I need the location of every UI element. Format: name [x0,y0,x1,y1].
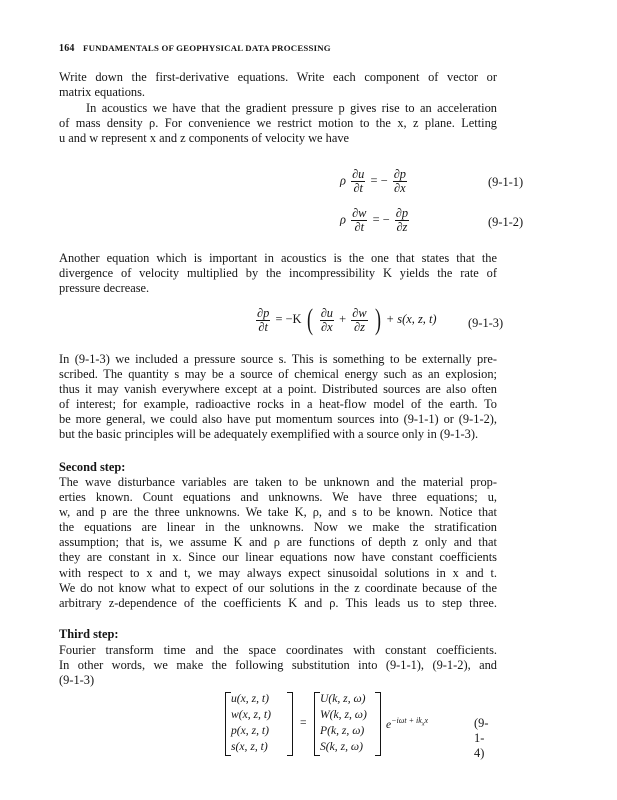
eq-operator: + [339,311,347,326]
matrix-cell: u(x, z, t) [231,692,269,705]
denominator: ∂t [353,181,364,195]
paragraph-4 [59,352,497,443]
text-line: the equations are linear in the unknowns. Now we make the stratification [59,520,497,535]
text-line: divergence of velocity multiplied by the incompressibility K yields the rate of [59,266,497,281]
right-bracket [287,692,293,756]
text-line: In other words, we make the following substitution into (9-1-1), (9-1-2), and [59,658,497,673]
matrix-cell: w(x, z, t) [231,708,271,721]
eq-coefficient: ρ [340,212,346,227]
eq-operator: = − [370,173,388,188]
fraction [351,168,365,195]
running-title: FUNDAMENTALS OF GEOPHYSICAL DATA PROCESSING [83,43,331,53]
eq-coefficient: ρ [340,173,346,188]
denominator: ∂t [258,319,268,334]
paragraph-5 [59,475,497,611]
text-line: Write down the first-derivative equations. Write each component of vector or [59,70,497,84]
exponential-term [386,716,428,731]
text-line: assumption; that is, we assume K and ρ are functions of depth z only and that [59,535,497,550]
text-line: arbitrary z-dependence of the coefficients K and ρ. This leads us to step three. [59,595,497,610]
right-paren: ) [374,303,381,336]
text-line: matrix equations. [59,85,146,100]
matrix-cell: S(k, z, ω) [320,740,363,753]
matrix-cell: s(x, z, t) [231,740,268,753]
running-header [59,43,331,54]
text-line: but the basic principles will be adequately exemplified with a source only in (9-1-3). [59,427,479,442]
text-line: w, and p are the three unknowns. We take K, ρ, and s to be known. Notice that [59,505,497,520]
exp-base: e [386,717,392,731]
matrix-cell: P(k, z, ω) [320,724,365,737]
text-line: with respect to x and t, we may always expect sinusoidal solutions in x and t. [59,565,497,580]
equals-sign: = [300,716,307,729]
exp-exponent: −iωt + ik [391,716,422,725]
numerator: ∂p [395,206,409,220]
equation-9-1-1 [340,168,409,195]
text-line: of mass density ρ. For convenience we restrict motion to the x, z plane. Letting [59,116,497,131]
right-bracket [375,692,381,756]
paragraph-1 [59,70,497,100]
matrix-cell: p(x, z, t) [231,724,269,737]
section-heading: Third step: [59,627,119,641]
denominator: ∂x [394,181,406,195]
exp-subscript: x [421,721,425,728]
equation-label: (9-1-2) [488,215,524,229]
eq-operator: = − [372,212,390,227]
equation-9-1-3 [254,305,437,335]
text-line: of interest; for example, radioactive rocks in a heat-flow model of the earth. To [59,397,497,412]
matrix-cell: W(k, z, ω) [320,708,367,721]
fraction [351,207,367,234]
eq-operator: = −K [275,311,302,326]
numerator: ∂w [352,206,367,220]
text-line: they are constant in x. Since our linear equations now have constant coefficients [59,550,497,565]
text-line: pressure decrease. [59,281,150,296]
denominator: ∂x [321,319,333,334]
text-line: The wave disturbance variables are taken to be unknown and the material prop- [59,475,497,489]
text-line: We do not know what to expect of our solutions in the z coordinate because of the [59,580,497,595]
text-line: be more general, we could also have put momentum sources into (9-1-1) or (9-1-2), [59,412,497,427]
equation-label: (9-1-1) [488,175,524,189]
text-line: Fourier transform time and the space coordinates with constant coefficients. [59,643,497,657]
text-line: Another equation which is important in acoustics is the one that states that the [59,251,497,265]
equation-label: (9-1-4) [474,716,489,760]
text-line: scribed. The quantity s may be a source of chemical energy such as an explosion; [59,367,497,382]
text-line: erties known. Count equations and unknowns. We have three equations; u, [59,490,497,505]
matrix-cell: U(k, z, ω) [320,692,366,705]
text-line: In (9-1-3) we included a pressure source s. This is something to be externally pre- [59,352,497,366]
equation-label: (9-1-3) [468,316,504,330]
eq-source-term: + s(x, z, t) [385,311,437,326]
fraction [320,307,334,334]
text-line: In acoustics we have that the gradient pressure p gives rise to an acceleration [86,101,497,115]
denominator: ∂z [353,319,365,334]
denominator: ∂t [354,220,365,234]
text-line: u and w represent x and z components of velocity we have [59,131,350,146]
section-heading: Second step: [59,460,126,474]
denominator: ∂z [396,220,408,234]
paragraph-2 [59,101,497,146]
paragraph-3 [59,251,497,296]
paragraph-6 [59,643,497,688]
equation-9-1-2 [340,207,411,234]
left-paren: ( [306,303,313,336]
fraction [393,168,407,195]
exp-tail: x [424,716,429,725]
fraction [256,307,270,334]
numerator: ∂p [393,167,407,181]
text-line: (9-1-3) [59,673,95,688]
numerator: ∂u [352,167,365,181]
numerator: ∂w [352,305,367,320]
numerator: ∂u [320,305,334,320]
fraction [395,207,409,234]
page-number: 164 [59,43,75,54]
fraction [351,307,367,334]
text-line: thus it may vanish everywhere except at a point. Distributed sources are also often [59,382,497,397]
numerator: ∂p [257,305,270,320]
